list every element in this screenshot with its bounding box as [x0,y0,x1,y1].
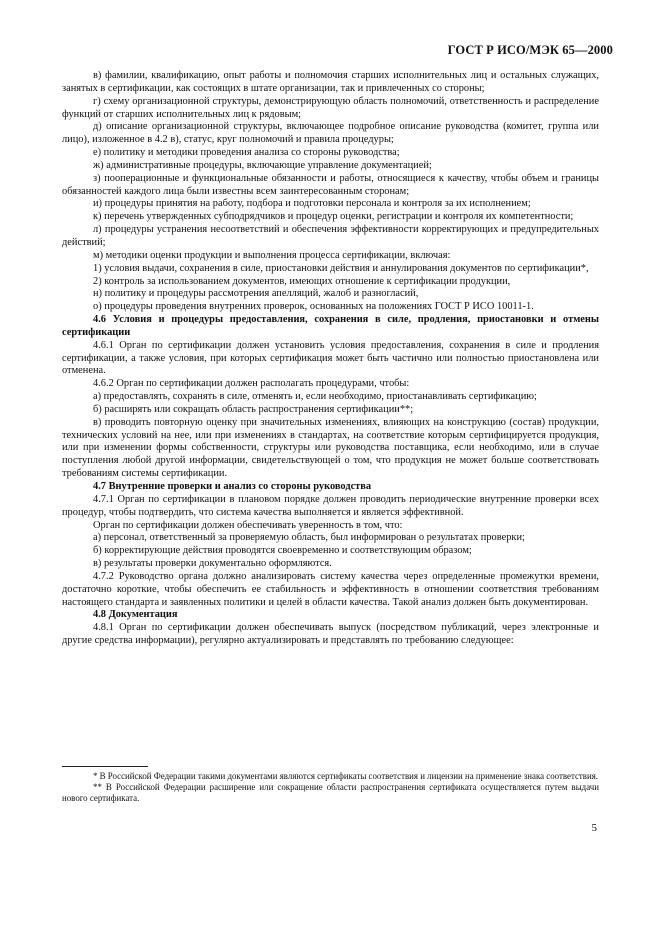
paragraph: Орган по сертификации должен обеспечивать уверенность в том, что: [93,519,403,531]
paragraph: м) методики оценки продукции и выполнения процесса сертификации, включая: [93,249,451,261]
page-number: 5 [591,822,597,834]
paragraph: 4.6.2 Орган по сертификации должен располагать процедурами, чтобы: [93,378,410,390]
document-header: ГОСТ Р ИСО/МЭК 65—2000 [447,43,613,57]
paragraph: б) корректирующие действия проводятся своевременно и соответствующим образом; [93,545,472,557]
paragraph: б) расширять или сокращать область распространения сертификации**; [93,403,414,415]
paragraph: о) процедуры проведения внутренних проверок, основанных на положениях ГОСТ Р ИСО 10011-1. [93,301,534,313]
section-heading: 4.8 Документация [93,609,178,621]
paragraph: в) проводить повторную оценку при значительных изменениях, влияющих на конструкцию (состав) продукции, технических условий на нее, или при изменениях в стандартах, на соответствие которым сертифицируется продукция, или при изменении формы собственности, структуры или руководства поставщика, если необходимо, или в случае поступления любой другой информации, свидетельствующей о том, что продукция не может больше соответствовать требованиям системы сертификации. [62,416,599,480]
paragraph: л) процедуры устранения несоответствий и обеспечения эффективности корректирующих и предупредительных действий; [62,224,599,248]
section-heading: 4.7 Внутренние проверки и анализ со стороны руководства [93,481,372,492]
paragraph: 4.6.1 Орган по сертификации должен установить условия предоставления, сохранения в силе и продления сертификации, а также условия, при которых сертификация может быть частично или полностью приостановлена или отменена. [62,339,599,377]
footnote: ** В Российской Федерации расширение или сокращение области распространения сертификата осуществляется путем выдачи нового сертификата. [62,782,599,804]
section-heading: 4.6 Условия и процедуры предоставления, сохранения в силе, продления, приостановки и отмены сертификации [62,314,599,338]
paragraph: 4.7.2 Руководство органа должно анализировать систему качества через определенные промежутки времени, достаточно короткие, чтобы обеспечить ее стабильность и эффективность в отношении соответствия требованиям настоящего стандарта и заявленных политики и целей в области качества. Такой анализ должен быть документирован. [62,570,599,608]
paragraph: а) персонал, ответственный за проверяемую область, был информирован о результатах проверки; [93,532,525,544]
paragraph: в) результаты проверки документально оформляются. [93,558,332,570]
paragraph: ж) административные процедуры, включающие управление документацией; [93,159,432,171]
paragraph: 2) контроль за использованием документов, имеющих отношение к сертификации продукции, [93,275,511,287]
paragraph: и) процедуры принятия на работу, подбора и подготовки персонала и контроля за их исполнением; [93,198,531,210]
paragraph: н) политику и процедуры рассмотрения апелляций, жалоб и разногласий, [93,288,419,300]
footnote: * В Российской Федерации такими документами являются сертификаты соответствия и лицензии на применение знака соответствия. [93,771,598,781]
paragraph: 1) условия выдачи, сохранения в силе, приостановки действия и аннулирования документов по сертификации*, [93,262,589,274]
paragraph: в) фамилии, квалификацию, опыт работы и полномочия старших исполнительных лиц и остальных служащих, занятых в сертификации, как состоящих в штате организации, так и привлеченных со стороны; [62,70,599,94]
footnotes [62,771,599,805]
paragraph: 4.8.1 Орган по сертификации должен обеспечивать выпуск (посредством публикаций, через электронные и другие средства информации), регулярно актуализировать и представлять по требованию следующее: [62,622,599,647]
paragraph: е) политику и методики проведения анализа со стороны руководства; [93,147,400,159]
paragraph: г) схему организационной структуры, демонстрирующую область полномочий, ответственность и распределение функций от старших исполнительных лиц к рядовым; [62,95,599,120]
body-text [62,70,599,648]
footnote-divider [62,766,148,767]
paragraph: а) предоставлять, сохранять в силе, отменять и, если необходимо, приостанавливать сертификацию; [93,391,537,403]
paragraph: 4.7.1 Орган по сертификации в плановом порядке должен проводить периодические внутренние проверки всех процедур, чтобы подтвердить, что система качества выполняется и является эффективной. [62,493,599,518]
paragraph: к) перечень утвержденных субподрядчиков и процедур оценки, регистрации и контроля их компетентности; [93,211,574,223]
paragraph: д) описание организационной структуры, включающее подробное описание руководства (комитет, группа или лицо), изложенное в 4.2 в), статус, круг полномочий и правила процедуры; [62,121,599,146]
paragraph: з) пооперационные и функциональные обязанности и работы, относящиеся к качеству, чтобы объем и границы обязанностей каждого лица были известны всем заинтересованным сторонам; [62,172,599,197]
